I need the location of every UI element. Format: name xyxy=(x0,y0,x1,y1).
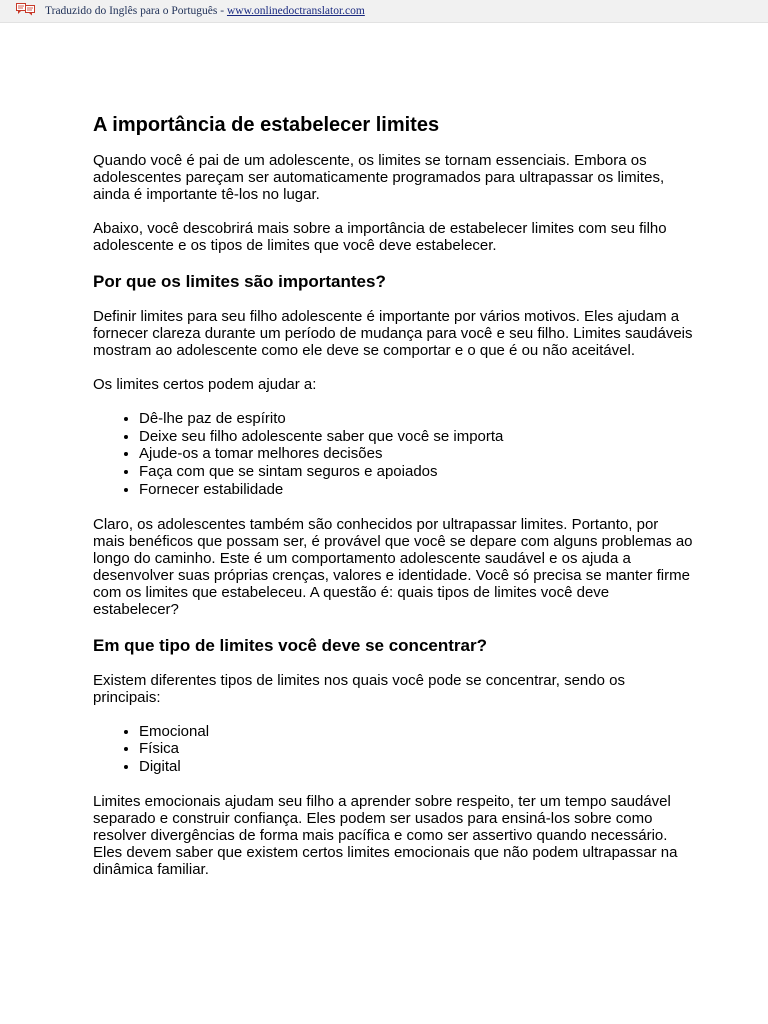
translation-banner xyxy=(0,0,768,23)
limit-types-list xyxy=(93,723,693,776)
section-heading-why-limits: Por que os limites são importantes? xyxy=(93,272,386,291)
section1-paragraph-3: Claro, os adolescentes também são conhecidos por ultrapassar limites. Portanto, por mais benéficos que possam ser, é provável que você se depare com alguns problemas ao longo do caminho. Este é um comportamento adolescente saudável e os ajuda a desenvolver suas próprias crenças, valores e identidade. Você só precisa se manter firme com os limites que estabeleceu. A questão é: quais tipos de limites você deve estabelecer? xyxy=(93,515,693,618)
section2-paragraph-1: Existem diferentes tipos de limites nos quais você pode se concentrar, sendo os principais: xyxy=(93,671,625,706)
list-item: • Faça com que se sintam seguros e apoiados xyxy=(139,463,693,481)
intro-paragraph-2: Abaixo, você descobrirá mais sobre a importância de estabelecer limites com seu filho adolescente e os tipos de limites que você deve estabelecer. xyxy=(93,220,667,254)
banner-text xyxy=(45,5,365,17)
document-page xyxy=(93,112,693,895)
list-item: • Emocional xyxy=(139,723,693,741)
list-item: • Deixe seu filho adolescente saber que você se importa xyxy=(139,428,693,446)
translator-link[interactable]: www.onlinedoctranslator.com xyxy=(226,5,365,17)
list-item: • Fornecer estabilidade xyxy=(139,481,693,499)
list-item: • Física xyxy=(139,740,693,758)
list-item: • Ajude-os a tomar melhores decisões xyxy=(139,445,693,463)
list-item: • Dê-lhe paz de espírito xyxy=(139,410,693,428)
intro-paragraph-1: Quando você é pai de um adolescente, os limites se tornam essenciais. Embora os adolescentes pareçam ser automaticamente programados para ultrapassar os limites, ainda é importante tê-los no lugar. xyxy=(93,152,665,203)
list-item: • Digital xyxy=(139,758,693,776)
section1-paragraph-2: Os limites certos podem ajudar a: xyxy=(93,376,317,393)
section1-paragraph-1: Definir limites para seu filho adolescente é importante por vários motivos. Eles ajudam a fornecer clareza durante um período de mudança para você e seu filho. Limites saudáveis mostram ao adolescente como ele deve se comportar e o que é ou não aceitável. xyxy=(93,308,693,359)
section2-paragraph-2: Limites emocionais ajudam seu filho a aprender sobre respeito, ter um tempo saudável separado e construir confiança. Eles podem ser usados para ensiná-los sobre como resolver divergências de forma mais pacífica e como ser assertivo quando necessário. Eles devem saber que existem certos limites emocionais que não podem ultrapassar na dinâmica familiar. xyxy=(93,792,678,878)
banner-prefix: Traduzido do Inglês para o Português - xyxy=(45,5,227,17)
translator-logo-icon xyxy=(16,3,36,16)
document-title: A importância de estabelecer limites xyxy=(93,114,440,136)
benefits-list xyxy=(93,410,693,499)
section-heading-limit-types: Em que tipo de limites você deve se concentrar? xyxy=(93,635,487,655)
